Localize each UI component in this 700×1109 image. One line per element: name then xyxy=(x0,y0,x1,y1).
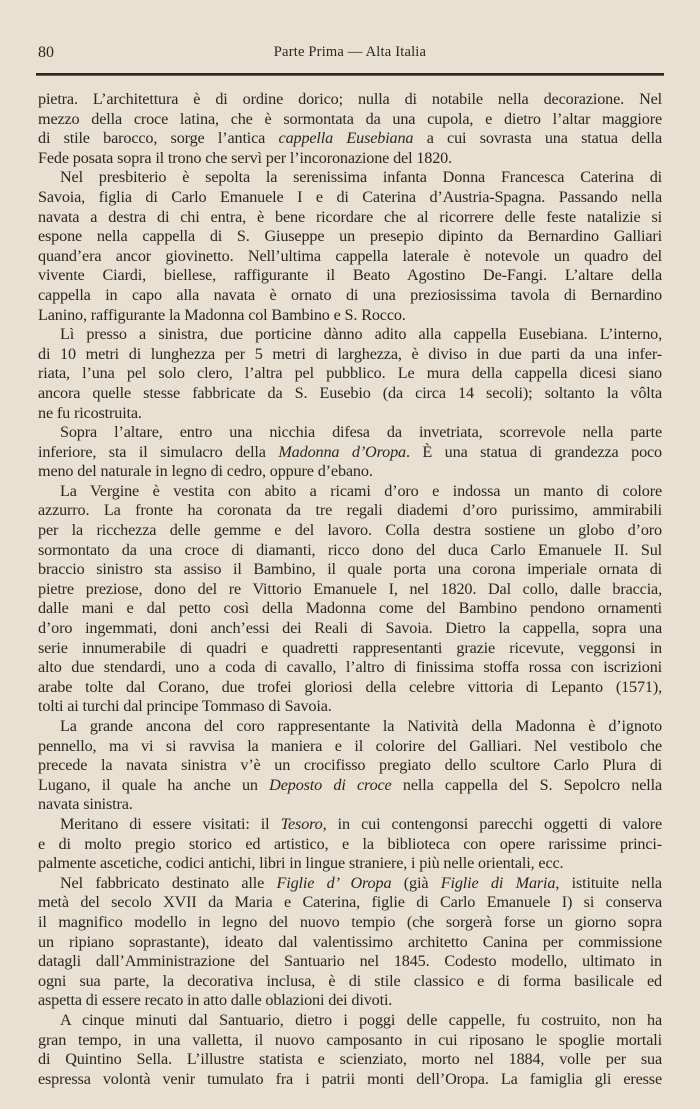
text-line xyxy=(38,815,662,835)
text-line xyxy=(38,129,662,149)
running-title: Parte Prima — Alta Italia xyxy=(273,44,427,60)
text-segment: navata a destra di chi entra, è bene ricordare che al ricorrere delle feste natalizie si xyxy=(38,207,662,226)
paragraph xyxy=(38,482,662,717)
text-line xyxy=(38,227,662,247)
paragraph xyxy=(38,815,662,874)
text-segment: Lanino, raffigurante la Madonna col Bambino e S. Rocco. xyxy=(38,305,406,324)
text-segment: d’oro ingemmati, doni anch’essi dei Reali di Savoia. Dietro la cappella, sopra una xyxy=(38,619,662,638)
text-segment: cappella in capo alla navata è ornato di una preziosissima tavola di Bernardino xyxy=(38,285,662,304)
page-number: 80 xyxy=(38,44,54,61)
text-line xyxy=(38,404,662,424)
text-segment: . È una statua di grandezza poco xyxy=(405,442,662,461)
text-line xyxy=(38,188,662,208)
text-line xyxy=(38,639,662,659)
text-line xyxy=(38,423,662,443)
text-line xyxy=(38,306,662,326)
text-segment: La Vergine è vestita con abito a ricami d’oro e indossa un manto di colore xyxy=(60,481,662,500)
text-line xyxy=(38,208,662,228)
text-line xyxy=(38,501,662,521)
header-rule xyxy=(36,73,664,76)
text-segment: palmente ascetiche, codici antichi, libri in lingue straniere, i più nelle orientali, ecc. xyxy=(38,854,564,873)
text-segment: La grande ancona del coro rappresentante la Natività della Madonna è d’ignoto xyxy=(60,717,662,735)
paragraph xyxy=(38,423,662,482)
text-segment: gran tempo, in una valletta, il nuovo camposanto in cui riposano le spoglie mortali xyxy=(38,1030,662,1049)
text-line xyxy=(38,345,662,365)
text-segment: Lì presso a sinistra, due porticine dànno adito alla cappella Eusebiana. L’interno, xyxy=(60,325,662,344)
text-segment: a cui sovrasta una statua della xyxy=(413,129,662,148)
text-line xyxy=(38,933,662,953)
text-segment: , istituite nella xyxy=(555,873,662,892)
text-line xyxy=(38,541,662,561)
text-segment: ne fu ricostruita. xyxy=(38,403,142,422)
page-header xyxy=(38,44,662,66)
text-line xyxy=(38,619,662,639)
text-segment: un ripiano soprastante), ideato dal valentissimo architetto Canina per commissione xyxy=(38,932,662,951)
text-segment: espone nella cappella di S. Giuseppe un presepio dipinto da Bernardino Galliari xyxy=(38,227,662,246)
text-segment: pietre preziose, dono del re Vittorio Emanuele I, nel 1820. Dal collo, dalle braccia, xyxy=(38,579,662,598)
text-segment: Nel presbiterio è sepolta la serenissima infanta Donna Francesca Caterina di xyxy=(60,168,662,187)
text-line xyxy=(38,384,662,404)
italic-text: Tesoro xyxy=(280,814,323,833)
text-line xyxy=(38,168,662,188)
text-line xyxy=(38,913,662,933)
text-segment: aspetta di essere recato in atto dalle oblazioni dei divoti. xyxy=(38,991,393,1010)
text-segment: tolti ai turchi dal principe Tommaso di Savoia. xyxy=(38,697,332,716)
text-segment: , in cui contengonsi parecchi oggetti di valore xyxy=(322,814,663,833)
italic-text: Figlie d’ Oropa xyxy=(276,873,392,892)
text-line xyxy=(38,756,662,776)
text-segment: arabe tolte dal Corano, due trofei gloriosi della celebre vittoria di Lepanto (1571), xyxy=(38,677,662,696)
text-line xyxy=(38,1050,662,1070)
text-segment: meno del naturale in legno di cedro, oppure d’ebano. xyxy=(38,462,373,481)
text-segment: ancora quelle stesse fabbricate da S. Eusebio (da circa 14 secoli); soltanto la vôlta xyxy=(38,383,662,402)
text-segment: pennello, ma vi si ravvisa la maniera e il colorire del Galliari. Nel vestibolo che xyxy=(38,736,662,755)
text-line xyxy=(38,776,662,796)
text-line xyxy=(38,854,662,874)
text-line xyxy=(38,952,662,972)
text-line xyxy=(38,1011,662,1031)
italic-text: Madonna d’Oropa xyxy=(278,442,406,461)
text-line xyxy=(38,266,662,286)
text-line xyxy=(38,697,662,717)
text-segment: Savoia, figlia di Carlo Emanuele I e di Caterina d’Austria-Spagna. Passando nella xyxy=(38,187,662,206)
text-line xyxy=(38,443,662,463)
paragraph xyxy=(38,874,662,1011)
body-text xyxy=(38,90,662,1089)
text-segment: Nel fabbricato destinato alle xyxy=(60,873,277,892)
text-segment: Meritano di essere visitati: il xyxy=(60,814,281,833)
text-line xyxy=(38,247,662,267)
paragraph xyxy=(38,325,662,423)
italic-text: Deposto di croce xyxy=(269,775,392,794)
text-line xyxy=(38,972,662,992)
text-line xyxy=(38,90,662,110)
text-segment: ogni sua parte, la decorativa inclusa, è di stile classico e di forma basilicale ed xyxy=(38,971,662,990)
italic-text: Figlie di Maria xyxy=(440,873,556,892)
text-segment: datagli dall’Amministrazione del Santuario nel 1845. Codesto modello, ultimato in xyxy=(38,952,662,971)
text-line xyxy=(38,364,662,384)
text-segment: braccio sinistro sta assiso il Bambino, il quale porta una corona imperiale ornata di xyxy=(38,560,662,579)
text-segment: di Quintino Sella. L’illustre statista e scienziato, morto nel 1884, volle per sua xyxy=(38,1050,662,1069)
text-line xyxy=(38,462,662,482)
text-line xyxy=(38,893,662,913)
text-line xyxy=(38,678,662,698)
text-line xyxy=(38,874,662,894)
text-segment: precede la navata sinistra v’è un crocifisso pregiato dello scultore Carlo Plura di xyxy=(38,756,662,775)
text-segment: navata sinistra. xyxy=(38,795,133,814)
paragraph xyxy=(38,1011,662,1089)
text-line xyxy=(38,991,662,1011)
text-line xyxy=(38,795,662,815)
text-line xyxy=(38,658,662,678)
text-line xyxy=(38,560,662,580)
text-segment: e di molto pregio storico ed artistico, e la biblioteca con opere rarissime princi- xyxy=(38,834,662,853)
text-line xyxy=(38,110,662,130)
text-segment: il magnifico modello in legno del nuovo tempio (che sorgerà forse un giorno sopra xyxy=(38,912,662,931)
text-line xyxy=(38,599,662,619)
text-segment: vivente Ciardi, biellese, raffigurante il Beato Agostino De-Fangi. L’altare della xyxy=(38,266,662,285)
text-line xyxy=(38,1031,662,1051)
text-segment: espressa volontà venir tumulato fra i patrii monti dell’Oropa. La famiglia gli eresse xyxy=(38,1069,662,1088)
text-segment: sormontato da una croce di diamanti, ricco dono del duca Carlo Emanuele II. Sul xyxy=(38,540,662,559)
text-segment: per la ricchezza delle gemme e del lavoro. Colla destra sostiene un globo d’oro xyxy=(38,521,662,540)
paragraph xyxy=(38,717,662,815)
text-segment: dalle mani e dal petto così della Madonna come del Bambino pendono ornamenti xyxy=(38,599,662,618)
text-segment: di stile barocco, sorge l’antica xyxy=(38,129,279,148)
text-segment: di 10 metri di lunghezza per 5 metri di larghezza, è diviso in due parti da una infer- xyxy=(38,344,662,363)
text-segment: serie innumerabile di quadri e quadretti rappresentanti grazie ricevute, veggonsi in xyxy=(38,638,662,657)
text-segment: mezzo della croce latina, che è sormontata da una cupola, e dietro l’altar maggiore xyxy=(38,109,662,128)
text-segment: nella cappella del S. Sepolcro nella xyxy=(391,775,663,794)
text-line xyxy=(38,286,662,306)
italic-text: cappella Eusebiana xyxy=(278,129,414,148)
paragraph xyxy=(38,168,662,325)
text-line xyxy=(38,580,662,600)
text-line xyxy=(38,482,662,502)
text-segment: A cinque minuti dal Santuario, dietro i poggi delle cappelle, fu costruito, non ha xyxy=(60,1010,662,1029)
text-line xyxy=(38,325,662,345)
text-segment: riata, l’una pel solo clero, l’altra pel pubblico. Le mura della cappella dicesi siano xyxy=(38,364,662,383)
text-segment: alto due stendardi, uno a coda di cavallo, l’altro di finissima stoffa rossa con iscrizioni xyxy=(38,658,662,677)
text-segment: pietra. L’architettura è di ordine dorico; nulla di notabile nella decorazione. Nel xyxy=(38,90,662,108)
text-line xyxy=(38,521,662,541)
text-segment: Sopra l’altare, entro una nicchia difesa da invetriata, scorrevole nella parte xyxy=(60,423,662,442)
text-line xyxy=(38,717,662,737)
text-line xyxy=(38,737,662,757)
text-line xyxy=(38,149,662,169)
text-segment: inferiore, sta il simulacro della xyxy=(38,442,279,461)
text-segment: Lugano, il quale ha anche un xyxy=(38,775,270,794)
paragraph xyxy=(38,90,662,168)
text-segment: azzurro. La fronte ha coronata da tre regali diademi d’oro purissimo, ammirabili xyxy=(38,501,662,520)
text-segment: (già xyxy=(391,873,441,892)
text-segment: quand’era ancor giovinetto. Nell’ultima cappella laterale è notevole un quadro del xyxy=(38,246,662,265)
text-segment: Fede posata sopra il trono che servì per l’incoronazione del 1820. xyxy=(38,148,452,167)
text-line xyxy=(38,835,662,855)
text-line xyxy=(38,1070,662,1090)
text-segment: metà del secolo XVII da Maria e Caterina, figlie di Carlo Emanuele I) si conserva xyxy=(38,893,662,912)
